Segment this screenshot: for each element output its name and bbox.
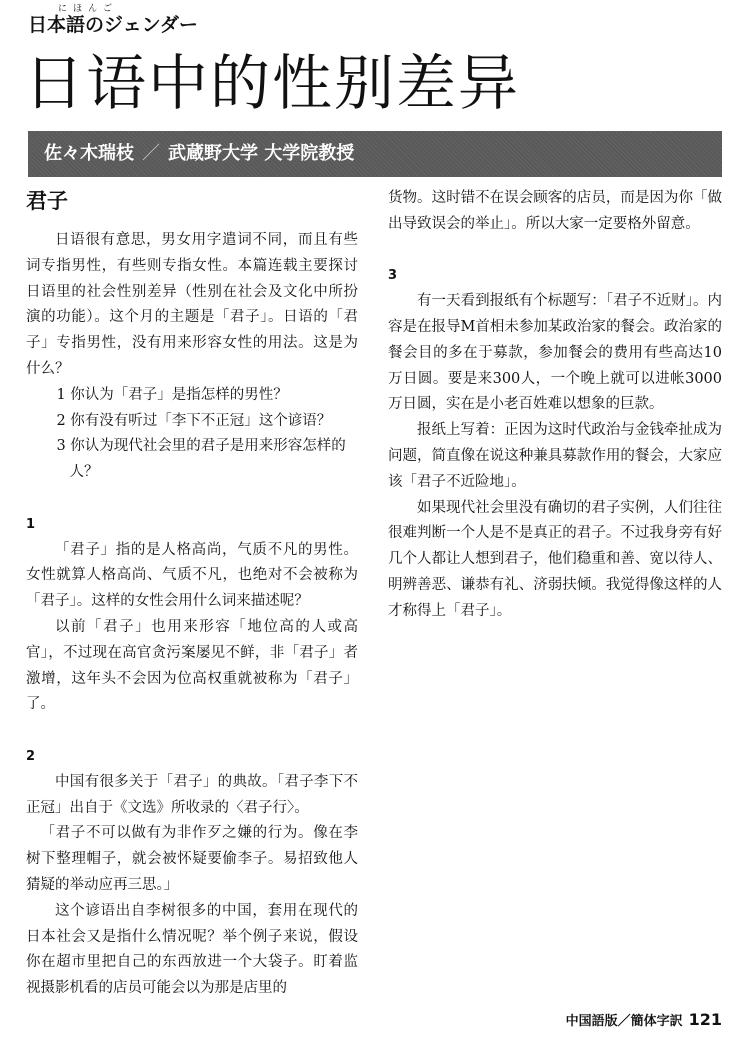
author-affiliation: 武蔵野大学 大学院教授 xyxy=(168,143,355,164)
section2-paragraph-1: 中国有很多关于「君子」的典故。「君子李下不正冠」出自于《文选》所收录的〈君子行〉。 xyxy=(26,773,358,816)
section-number: 1 xyxy=(26,516,36,532)
question-item: 2 你有没有听过「李下不正冠」这个谚语？ xyxy=(56,412,332,429)
section1-paragraph-1: 「君子」指的是人格高尚，气质不凡的男性。女性就算人格高尚、气质不凡，也绝对不会被称为「君子」。这样的女性会用什么词来描述呢？ xyxy=(26,541,358,610)
section-heading: 君子 xyxy=(26,189,68,213)
section3-paragraph-1: 有一天看到报纸有个标题写：「君子不近财」。内容是在报导M首相未参加某政治家的餐会。政治家的餐会目的多在于募款，参加餐会的费用有些高达10万日圆。要是来300人，一个晚上就可以进帐3000万日圆，实在是小老百姓难以想象的巨款。 xyxy=(388,293,722,413)
left-column xyxy=(26,186,358,1002)
edition-label: 中国語版／簡体字訳 xyxy=(565,1014,683,1029)
question-list xyxy=(26,383,358,486)
section2-paragraph-2: 这个谚语出自李树很多的中国，套用在现代的日本社会又是指什么情况呢？举个例子来说，假设你在超市里把自己的东西放进一个大袋子。盯着监视摄影机看的店员可能会以为那是店里的 xyxy=(26,902,358,997)
page-number: 121 xyxy=(688,1010,722,1029)
section2-quote: 「君子不可以做有为非作歹之嫌的行为。像在李树下整理帽子，就会被怀疑要偷李子。易招致他人猜疑的举动应再三思。」 xyxy=(26,825,358,893)
section3-paragraph-2: 报纸上写着：正因为这时代政治与金钱牵扯成为问题，简直像在说这种兼具募款作用的餐会，大家应该「君子不近险地」。 xyxy=(388,422,722,490)
section3-paragraph-3: 如果现代社会里没有确切的君子实例，人们往往很难判断一个人是不是真正的君子。不过我身旁有好几个人都让人想到君子，他们稳重和善、宽以待人、明辨善恶、谦恭有礼、济弱扶倾。我觉得像这样的人才称得上「君子」。 xyxy=(388,499,722,619)
section-number: 3 xyxy=(388,268,398,284)
question-item: 1 你认为「君子」是指怎样的男性？ xyxy=(56,386,288,403)
series-title: 日本語のジェンダー xyxy=(28,14,198,36)
series-ruby: にほんご xyxy=(58,4,119,14)
series-header xyxy=(28,4,198,36)
author-bar xyxy=(28,131,722,177)
right-column xyxy=(388,186,722,625)
continuation-paragraph: 货物。这时错不在误会顾客的店员，而是因为你「做出导致误会的举止」。所以大家一定要格外留意。 xyxy=(388,190,722,232)
author-name: 佐々木瑞枝 xyxy=(44,143,134,164)
article-title: 日语中的性别差异 xyxy=(24,49,520,119)
section1-paragraph-2: 以前「君子」也用来形容「地位高的人或高官」，不过现在高官贪污案屡见不鲜，非「君子」者激增，这年头不会因为位高权重就被称为「君子」了。 xyxy=(26,618,358,713)
question-item: 3 你认为现代社会里的君子是用来形容怎样的人？ xyxy=(56,438,346,481)
author-separator: ／ xyxy=(142,143,160,164)
page-footer xyxy=(566,1010,722,1029)
section-number: 2 xyxy=(26,748,36,764)
intro-paragraph: 日语很有意思，男女用字遣词不同，而且有些词专指男性，有些则专指女性。本篇连载主要探讨日语里的社会性别差异（性别在社会及文化中所扮演的功能）。这个月的主题是「君子」。日语的「君子」专指男性，没有用来形容女性的用法。这是为什么？ xyxy=(26,232,358,377)
